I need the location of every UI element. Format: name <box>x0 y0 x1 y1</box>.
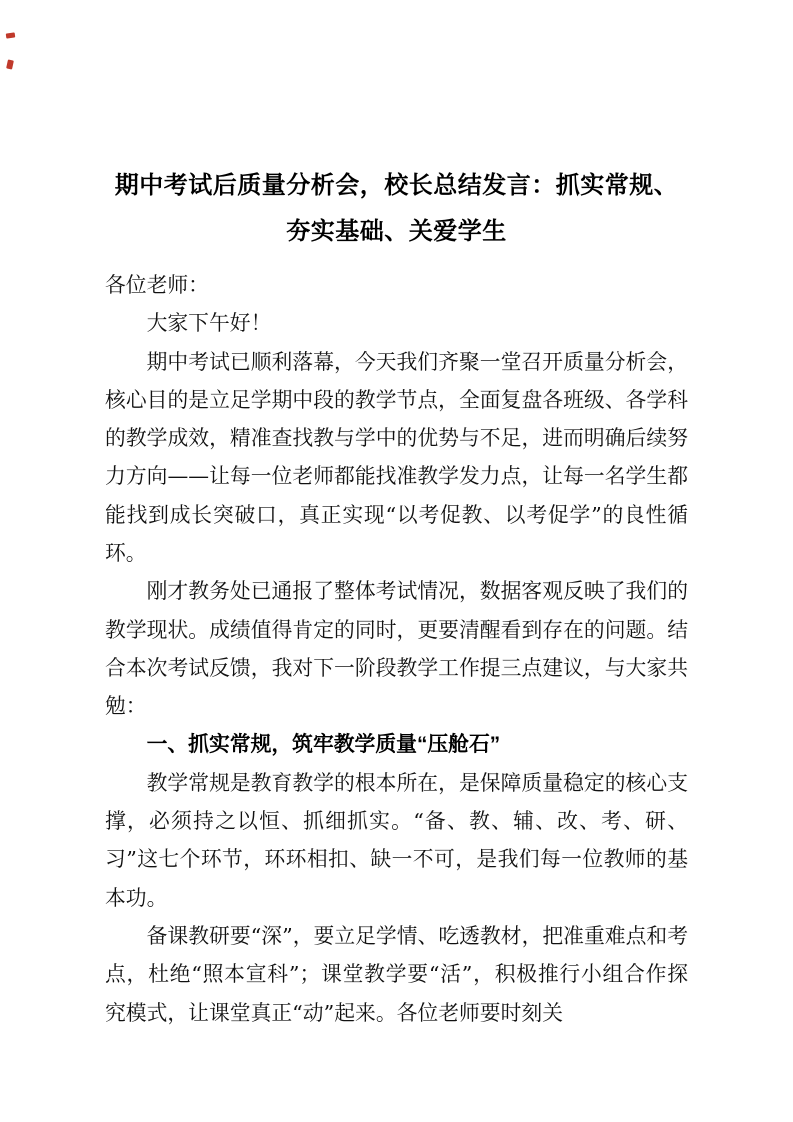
red-ink-mark <box>6 32 16 38</box>
section1-paragraph-1: 教学常规是教育教学的根本所在，是保障质量稳定的核心支撑，必须持之以恒、抓细抓实。“备、教、辅、改、考、研、习”这七个环节，环环相扣、缺一不可，是我们每一位教师的基本功。 <box>105 770 688 910</box>
salutation: 各位老师： <box>105 273 209 297</box>
red-ink-mark <box>6 59 14 69</box>
opening-paragraph: 期中考试已顺利落幕，今天我们齐聚一堂召开质量分析会，核心目的是立足学期中段的教学节点，全面复盘各班级、各学科的教学成效，精准查找教与学中的优势与不足，进而明确后续努力方向——让每一位老师都能找准教学发力点，让每一名学生都能找到成长突破口，真正实现“以考促教、以考促学”的良性循环。 <box>105 349 688 566</box>
section1-paragraph-2: 备课教研要“深”，要立足学情、吃透教材，把准重难点和考点，杜绝“照本宣科”；课堂教学要“活”，积极推行小组合作探究模式，让课堂真正“动”起来。各位老师要时刻关 <box>105 924 688 1025</box>
transition-paragraph: 刚才教务处已通报了整体考试情况，数据客观反映了我们的教学现状。成绩值得肯定的同时，更要清醒看到存在的问题。结合本次考试反馈，我对下一阶段教学工作提三点建议，与大家共勉： <box>105 579 688 719</box>
section-heading-1: 一、抓实常规，筑牢教学质量“压舱石” <box>146 732 501 756</box>
document-body <box>105 266 688 1032</box>
page-title: 期中考试后质量分析会，校长总结发言：抓实常规、夯实基础、关爱学生 <box>114 172 679 246</box>
greeting-paragraph: 大家下午好！ <box>146 311 272 336</box>
